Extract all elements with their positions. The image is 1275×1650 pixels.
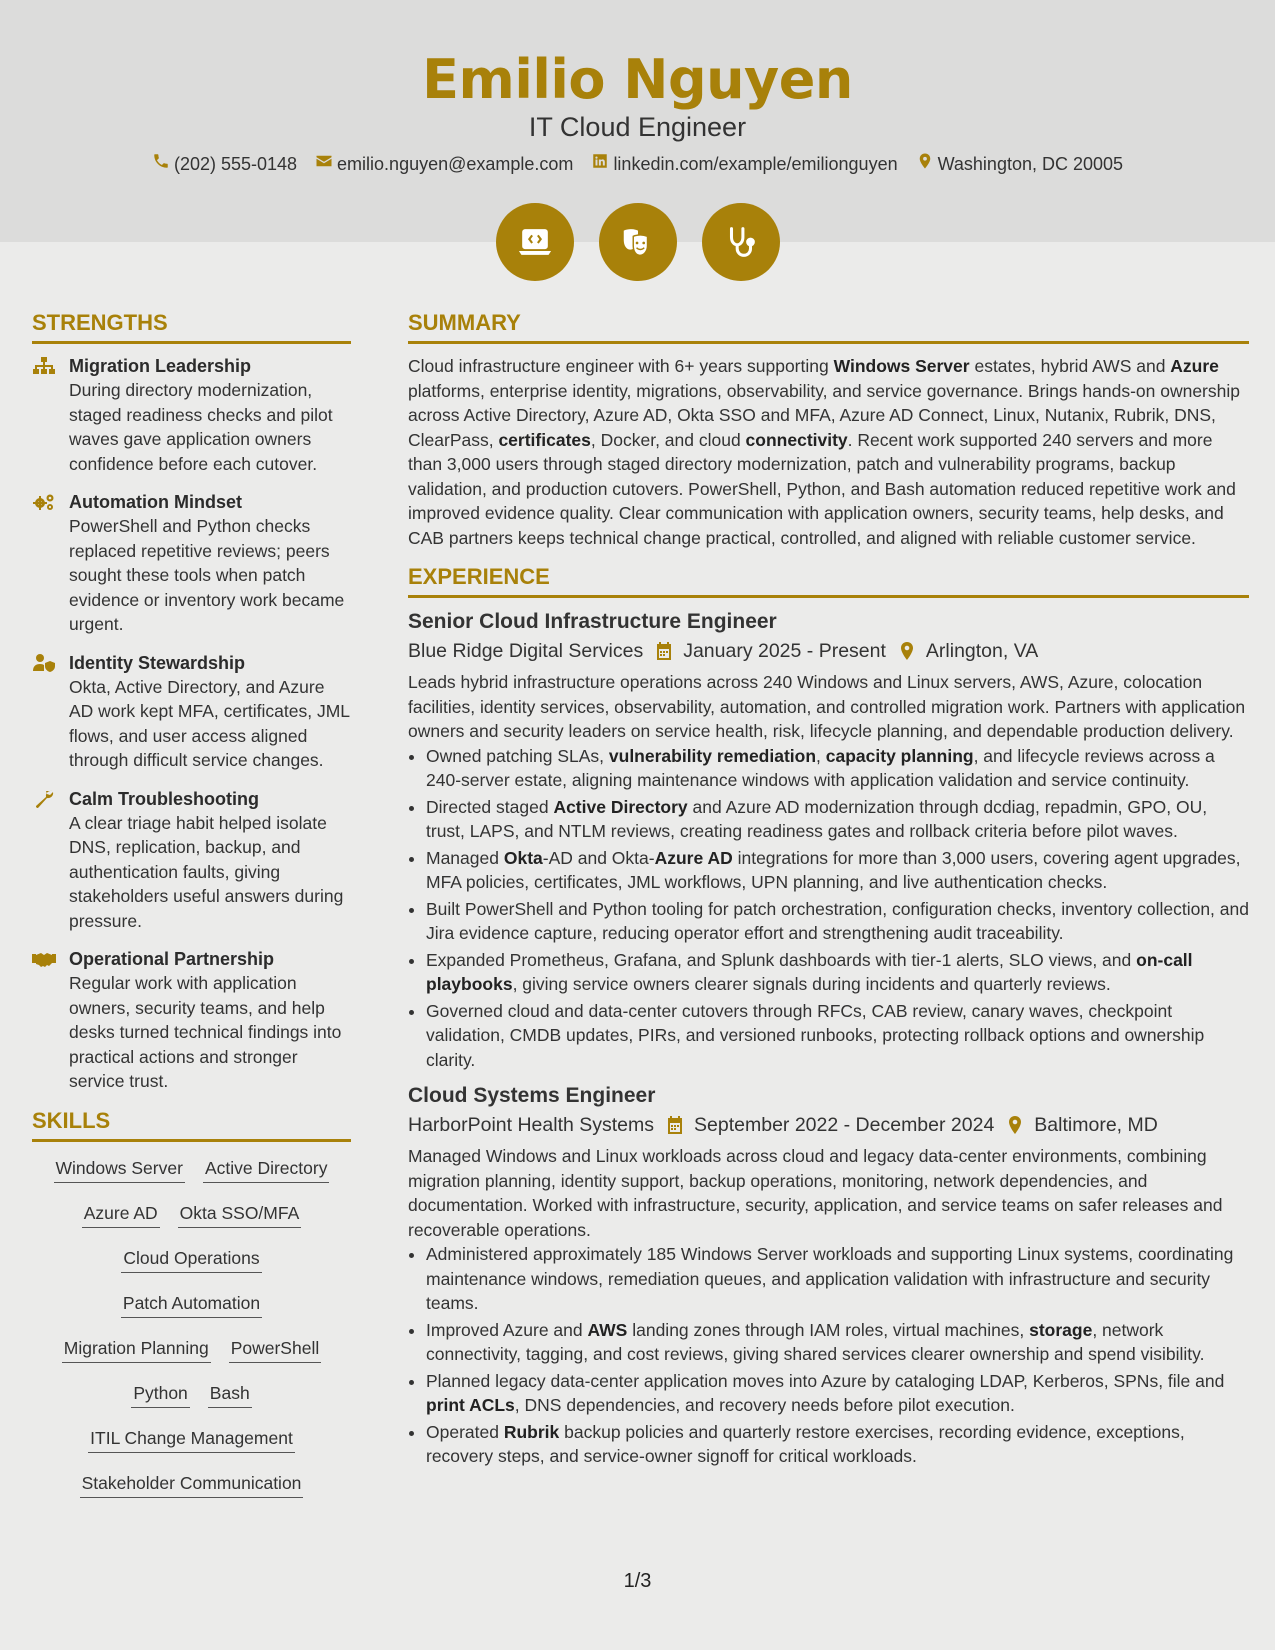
envelope-icon (315, 152, 333, 176)
calendar-icon (666, 1115, 684, 1135)
company-name: HarborPoint Health Systems (408, 1114, 655, 1136)
skill-tag: Python (131, 1381, 189, 1408)
skill-row (40, 1246, 343, 1291)
bullet-item: • Expanded Prometheus, Grafana, and Splunk dashboards with tier-1 alerts, SLO views, and on-call playbooks, giving service owners clearer signals during incidents and quarterly reviews. (426, 948, 1249, 997)
bullet-item: • Administered approximately 185 Windows Server workloads and supporting Linux systems, coordinating maintenance windows, remediation queues, and application validation with infrastructure and security teams. (426, 1242, 1249, 1316)
bullet-item: • Owned patching SLAs, vulnerability remediation, capacity planning, and lifecycle reviews across a 240-server estate, aligning maintenance windows with application validation and service continuity. (426, 744, 1249, 793)
skill-tag: Active Directory (203, 1156, 330, 1183)
skill-tag: ITIL Change Management (88, 1426, 295, 1453)
bullet-item: • Managed Okta-AD and Okta-Azure AD integrations for more than 3,000 users, covering agent upgrades, MFA policies, certificates, JML workflows, UPN planning, and live authentication checks. (426, 846, 1249, 895)
skills-list (32, 1156, 351, 1516)
skill-row (40, 1156, 343, 1201)
linkedin-icon (591, 152, 609, 176)
strength-item (32, 947, 351, 1094)
email-text[interactable]: emilio.nguyen@example.com (337, 154, 574, 174)
strength-item (32, 490, 351, 637)
skill-row (40, 1426, 343, 1471)
contact-email[interactable] (315, 152, 573, 176)
skill-tag: Azure AD (82, 1201, 160, 1228)
contact-phone (152, 152, 297, 176)
job-bullets (408, 744, 1249, 1073)
job-location: Baltimore, MD (1034, 1114, 1158, 1136)
map-pin-icon (898, 641, 916, 661)
bullet-item: • Operated Rubrik backup policies and quarterly restore exercises, recording evidence, exceptions, recovery steps, and service-owner signoff for critical workloads. (426, 1420, 1249, 1469)
phone-icon (152, 152, 170, 176)
strength-title: Migration Leadership (69, 356, 252, 376)
skill-tag: Stakeholder Communication (80, 1471, 304, 1498)
skill-tag: Okta SSO/MFA (178, 1201, 302, 1228)
job-dates: September 2022 - December 2024 (694, 1114, 995, 1136)
company-name: Blue Ridge Digital Services (408, 640, 644, 662)
contact-location (916, 152, 1123, 176)
job-title: Cloud Systems Engineer (408, 1084, 656, 1107)
summary-text: Cloud infrastructure engineer with 6+ years supporting Windows Server estates, hybrid AWS and Azure platforms, enterprise identity, migrations, observability, and service governance. Brings hands-on ownership across Active Directory, Azure AD, Okta SSO and MFA, Azure AD Connect, Linux, Nutanix, Rubrik, DNS, ClearPass, certificates, Docker, and cloud connectivity. Recent work supported 240 servers and more than 3,000 users through staged directory modernization, patch and vulnerability programs, backup validation, and production cutovers. PowerShell, Python, and Bash automation reduced repetitive work and improved evidence quality. Clear communication with application owners, security teams, help desks, and CAB partners keeps technical change practical, controlled, and aligned with reliable customer service. (408, 356, 1240, 548)
gears-icon (32, 490, 57, 637)
job-description: Managed Windows and Linux workloads across cloud and legacy data-center environments, combining migration planning, identity support, backup operations, monitoring, network dependencies, and documentation. Worked with infrastructure, security, application, and service teams on safer releases and recoverable operations. (408, 1146, 1223, 1240)
strength-desc: During directory modernization, staged readiness checks and pilot waves gave application owners confidence before each cutover. (69, 380, 333, 474)
summary-heading: SUMMARY (408, 310, 1249, 344)
skill-tag: Windows Server (54, 1156, 185, 1183)
contact-linkedin[interactable] (591, 152, 897, 176)
skill-row (40, 1381, 343, 1426)
handshake-icon (32, 947, 57, 1094)
skill-row (40, 1201, 343, 1246)
skills-heading: SKILLS (32, 1108, 351, 1142)
strength-desc: PowerShell and Python checks replaced repetitive reviews; peers sought these tools when patch evidence or inventory work became urgent. (69, 516, 345, 634)
skill-row (40, 1471, 343, 1516)
linkedin-text[interactable]: linkedin.com/example/emilionguyen (613, 154, 898, 174)
calendar-icon (655, 641, 673, 661)
strength-title: Calm Troubleshooting (69, 788, 260, 809)
skill-tag: PowerShell (229, 1336, 322, 1363)
bullet-item: • Governed cloud and data-center cutovers through RFCs, CAB review, canary waves, checkpoint validation, CMDB updates, PIRs, and versioned runbooks, protecting rollback options and ownership clarity. (426, 999, 1249, 1073)
contact-bar (0, 152, 1275, 176)
strength-item (32, 787, 351, 934)
strength-item (32, 651, 351, 773)
strength-title: Automation Mindset (69, 492, 242, 512)
experience-heading: EXPERIENCE (408, 564, 1249, 598)
left-column (32, 310, 351, 1516)
laptop-code-icon (496, 203, 574, 281)
sitemap-icon (32, 354, 57, 476)
strength-title: Operational Partnership (69, 949, 275, 969)
strengths-heading: STRENGTHS (32, 310, 351, 344)
candidate-title: IT Cloud Engineer (528, 112, 747, 142)
skill-tag: Cloud Operations (121, 1246, 261, 1273)
location-text: Washington, DC 20005 (937, 154, 1124, 174)
job-dates: January 2025 - Present (683, 640, 886, 662)
job-meta (408, 636, 1249, 666)
page-number: 1/3 (623, 1570, 652, 1592)
map-pin-icon (916, 152, 934, 176)
job-description: Leads hybrid infrastructure operations across 240 Windows and Linux servers, AWS, Azure, colocation facilities, identity services, observability, automation, and controlled migration work. Partners with application owners and security leaders on service health, risk, lifecycle planning, and dependable production delivery. (408, 672, 1246, 741)
job-meta (408, 1110, 1249, 1140)
right-column (408, 310, 1249, 1479)
strength-title: Identity Stewardship (69, 652, 246, 673)
phone-text: (202) 555-0148 (173, 154, 298, 174)
strength-item (32, 354, 351, 476)
bullet-item: • Improved Azure and AWS landing zones through IAM roles, virtual machines, storage, network connectivity, tagging, and cost reviews, giving shared services clearer ownership and spend visibility. (426, 1318, 1249, 1367)
bullet-item: • Directed staged Active Directory and Azure AD modernization through dcdiag, repadmin, GPO, OU, trust, LAPS, and NTLM reviews, creating readiness gates and rollback criteria before pilot waves. (426, 795, 1249, 844)
skill-row (40, 1336, 343, 1381)
job-bullets (408, 1242, 1249, 1469)
stethoscope-icon (702, 203, 780, 281)
map-pin-icon (1006, 1115, 1024, 1135)
skill-tag: Migration Planning (62, 1336, 211, 1363)
strength-desc: Okta, Active Directory, and Azure AD work kept MFA, certificates, JML flows, and user access aligned through difficult service changes. (69, 676, 350, 770)
theater-masks-icon (599, 203, 677, 281)
candidate-name: Emilio Nguyen (422, 48, 853, 111)
strength-desc: Regular work with application owners, security teams, and help desks turned technical findings into practical actions and stronger service trust. (69, 973, 342, 1091)
strength-desc: A clear triage habit helped isolate DNS, replication, backup, and authentication faults, giving stakeholders useful answers during pressure. (69, 812, 344, 931)
user-shield-icon (32, 651, 57, 773)
interest-badges (0, 203, 1275, 281)
skill-row (40, 1291, 343, 1336)
job-entry (408, 1082, 1249, 1469)
wrench-icon (32, 787, 57, 934)
skill-tag: Bash (208, 1381, 252, 1408)
skill-tag: Patch Automation (121, 1291, 262, 1318)
bullet-item: • Planned legacy data-center application moves into Azure by cataloging LDAP, Kerberos, SPNs, file and print ACLs, DNS dependencies, and recovery needs before pilot execution. (426, 1369, 1249, 1418)
job-title: Senior Cloud Infrastructure Engineer (408, 610, 777, 633)
job-location: Arlington, VA (925, 640, 1039, 662)
bullet-item: • Built PowerShell and Python tooling for patch orchestration, configuration checks, inventory collection, and Jira evidence capture, reducing operator effort and strengthening audit traceability. (426, 897, 1249, 946)
job-entry (408, 608, 1249, 1072)
